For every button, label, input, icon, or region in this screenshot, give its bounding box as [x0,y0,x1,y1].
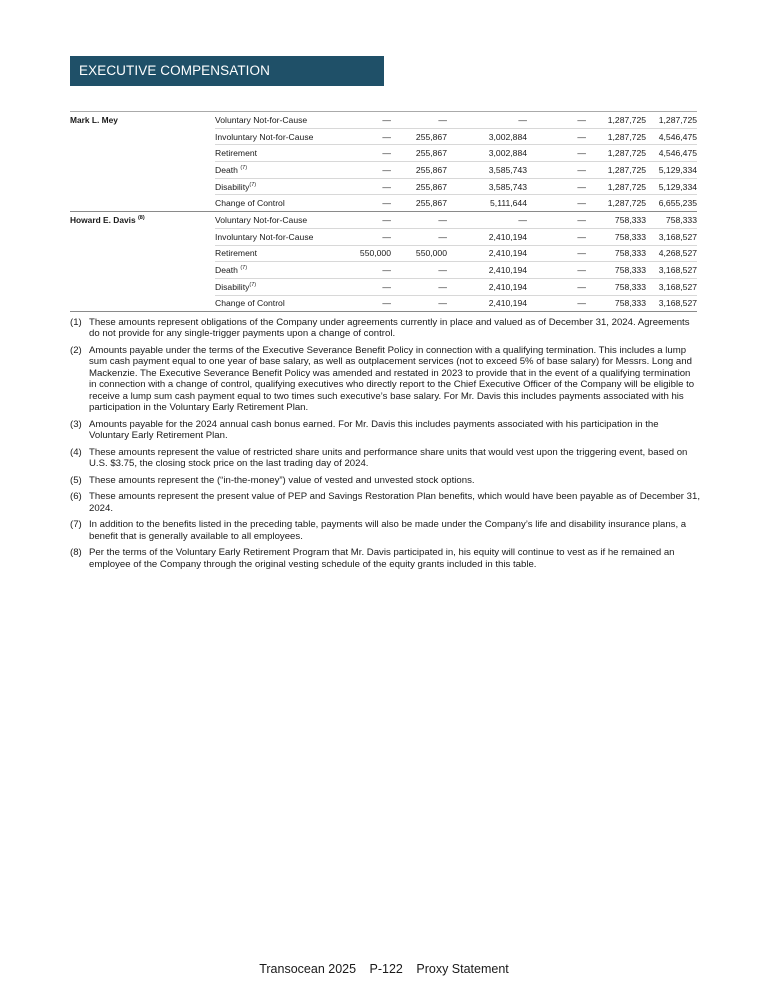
value-cell: 5,111,644 [447,195,527,212]
value-cell: 3,585,743 [447,162,527,179]
value-cell: — [333,278,391,295]
footnote-text: These amounts represent obligations of the Company under agreements currently in place and valued as of December 31, 2024. Agreements do not provide for any single-trigger payments upon a change of control. [89,317,690,340]
value-cell: — [391,112,447,129]
value-cell: — [527,178,586,195]
footnote-label: (6) [70,491,82,503]
footnote [70,447,700,470]
value-cell: 1,287,725 [646,112,697,129]
footnote-text: In addition to the benefits listed in the preceding table, payments will also be made under the Company’s life and disability insurance plans, a benefit that is generally available to all employees. [89,519,687,542]
value-cell: — [333,112,391,129]
footnote-text: These amounts represent the (“in-the-money”) value of vested and unvested stock options. [89,474,475,486]
event-label: Change of Control [215,298,285,309]
footnote-label: (4) [70,446,82,458]
footnote [70,419,700,442]
value-cell: — [447,112,527,129]
value-cell: — [333,162,391,179]
event-label: Involuntary Not-for-Cause [215,131,314,142]
value-cell: — [333,262,391,279]
value-cell: — [527,262,586,279]
value-cell: 758,333 [586,228,646,245]
value-cell: — [333,195,391,212]
executive-name-cell [70,245,215,262]
footer-doc-title: Proxy Statement [416,962,509,976]
value-cell: 255,867 [391,128,447,145]
executive-name-cell [70,178,215,195]
value-cell: — [333,295,391,312]
footnote-label: (7) [70,519,82,531]
value-cell: 4,546,475 [646,145,697,162]
table-row [70,178,697,195]
executive-name: Mark L. Mey [70,115,118,126]
value-cell: 1,287,725 [586,112,646,129]
executive-name-cell [70,128,215,145]
footer-page-number: P-122 [369,962,403,976]
value-cell: 3,585,743 [447,178,527,195]
event-label: Death [215,164,241,175]
value-cell: 5,129,334 [646,162,697,179]
value-cell: — [391,295,447,312]
value-cell: 255,867 [391,195,447,212]
value-cell: 3,002,884 [447,128,527,145]
event-cell [215,128,333,145]
footnote [70,519,700,542]
value-cell: 1,287,725 [586,178,646,195]
table-row [70,212,697,229]
value-cell: — [333,228,391,245]
value-cell: — [527,195,586,212]
table-row [70,128,697,145]
executive-name-cell [70,262,215,279]
footnote [70,475,700,486]
value-cell: 1,287,725 [586,145,646,162]
event-footnote-ref: (7) [249,281,257,288]
value-cell: 3,168,527 [646,262,697,279]
table-row [70,278,697,295]
value-cell: 255,867 [391,145,447,162]
event-label: Retirement [215,148,258,159]
executive-footnote-ref: (8) [137,215,145,222]
value-cell: 2,410,194 [447,262,527,279]
event-cell [215,145,333,162]
table-row [70,112,697,129]
executive-name-cell [70,295,215,312]
event-label: Involuntary Not-for-Cause [215,231,314,242]
footnote-label: (2) [70,345,82,356]
executive-name-cell [70,162,215,179]
section-header-bar [70,56,384,86]
page-footer [0,962,768,976]
value-cell: — [391,262,447,279]
value-cell: 3,002,884 [447,145,527,162]
section-title: EXECUTIVE COMPENSATION [79,63,270,78]
value-cell: 550,000 [333,245,391,262]
value-cell: — [527,162,586,179]
executive-name-cell [70,212,215,229]
value-cell: 1,287,725 [586,195,646,212]
footnotes [70,317,700,575]
event-footnote-ref: (7) [240,265,248,272]
value-cell: 2,410,194 [447,295,527,312]
event-cell [215,228,333,245]
value-cell: 3,168,527 [646,228,697,245]
event-label: Disability [215,281,250,292]
event-label: Retirement [215,248,258,259]
value-cell: 6,655,235 [646,195,697,212]
value-cell: — [527,295,586,312]
value-cell: 4,268,527 [646,245,697,262]
value-cell: — [527,245,586,262]
footer-company: Transocean 2025 [259,962,357,976]
value-cell: 255,867 [391,178,447,195]
event-cell [215,178,333,195]
footnote-label: (3) [70,418,82,430]
event-cell [215,278,333,295]
executive-name-cell [70,278,215,295]
value-cell: — [333,212,391,229]
table-row [70,245,697,262]
value-cell: 2,410,194 [447,278,527,295]
table-row [70,162,697,179]
event-label: Voluntary Not-for-Cause [215,114,308,125]
value-cell: 3,168,527 [646,278,697,295]
event-label: Death [215,265,241,276]
value-cell: — [527,212,586,229]
table-row [70,145,697,162]
footnote [70,317,700,340]
table-row [70,295,697,312]
value-cell: — [527,128,586,145]
footnote-label: (5) [70,474,82,486]
value-cell: — [333,178,391,195]
event-footnote-ref: (7) [240,165,248,172]
value-cell: — [527,145,586,162]
event-label: Disability [215,181,250,192]
value-cell: — [527,112,586,129]
footnote [70,547,700,570]
footnote-text: Per the terms of the Voluntary Early Retirement Program that Mr. Davis participated in, his equity will continue to vest as if he remained an employee of the Company through the original vesting schedule of the equity grants included in this table. [89,547,675,570]
event-label: Change of Control [215,198,285,209]
event-label: Voluntary Not-for-Cause [215,214,308,225]
executive-name-cell [70,112,215,129]
value-cell: 758,333 [586,212,646,229]
table-row [70,195,697,212]
footnote [70,345,700,413]
value-cell: — [527,278,586,295]
executive-name: Howard E. Davis [70,215,138,226]
event-cell [215,162,333,179]
footnote-text: These amounts represent the present value of PEP and Savings Restoration Plan benefits, which would have been payable as of December 31, 2024. [89,491,700,514]
compensation-table [70,111,697,312]
value-cell: — [527,228,586,245]
value-cell: 3,168,527 [646,295,697,312]
footnote [70,491,700,514]
value-cell: 758,333 [586,295,646,312]
event-cell [215,262,333,279]
executive-name-cell [70,228,215,245]
event-cell [215,245,333,262]
footnote-label: (1) [70,317,82,328]
table-row [70,228,697,245]
value-cell: 2,410,194 [447,245,527,262]
value-cell: — [447,212,527,229]
value-cell: 758,333 [586,278,646,295]
footnote-text: Amounts payable for the 2024 annual cash bonus earned. For Mr. Davis this includes payments associated with his participation in the Voluntary Early Retirement Plan. [89,418,659,442]
value-cell: 2,410,194 [447,228,527,245]
executive-name-cell [70,195,215,212]
value-cell: 550,000 [391,245,447,262]
footnote-text: Amounts payable under the terms of the Executive Severance Benefit Policy in connection with a qualifying termination. This includes a lump sum cash payment equal to one year of base salary, as well as outplacement services (not to exceed 5% of base salary) for Messrs. Long and Mackenzie. The Executive Severance Benefit Policy was amended and restated in 2023 to provide that in the event of a qualifying termination in connection with a change of control, qualifying executives who directly report to the Chief Executive Officer of the Company will be eligible to receive a lump sum cash payment equal to two times such executive’s base salary. For Mr. Davis this includes payments associated with his participation in the Voluntary Early Retirement Plan. [89,345,695,414]
value-cell: 758,333 [586,245,646,262]
value-cell: — [333,128,391,145]
executive-name-cell [70,145,215,162]
footnote-text: These amounts represent the value of restricted share units and performance share units that would vest upon the triggering event, based on U.S. $3.75, the closing stock price on the last trading day of 2024. [89,446,688,470]
event-footnote-ref: (7) [249,181,257,188]
value-cell: 758,333 [586,262,646,279]
value-cell: — [391,212,447,229]
value-cell: 1,287,725 [586,128,646,145]
value-cell: — [391,278,447,295]
table-row [70,262,697,279]
value-cell: — [333,145,391,162]
event-cell [215,212,333,229]
value-cell: 1,287,725 [586,162,646,179]
footnote-label: (8) [70,547,82,559]
event-cell [215,112,333,129]
value-cell: 5,129,334 [646,178,697,195]
value-cell: 758,333 [646,212,697,229]
event-cell [215,295,333,312]
value-cell: — [391,228,447,245]
value-cell: 255,867 [391,162,447,179]
value-cell: 4,546,475 [646,128,697,145]
event-cell [215,195,333,212]
